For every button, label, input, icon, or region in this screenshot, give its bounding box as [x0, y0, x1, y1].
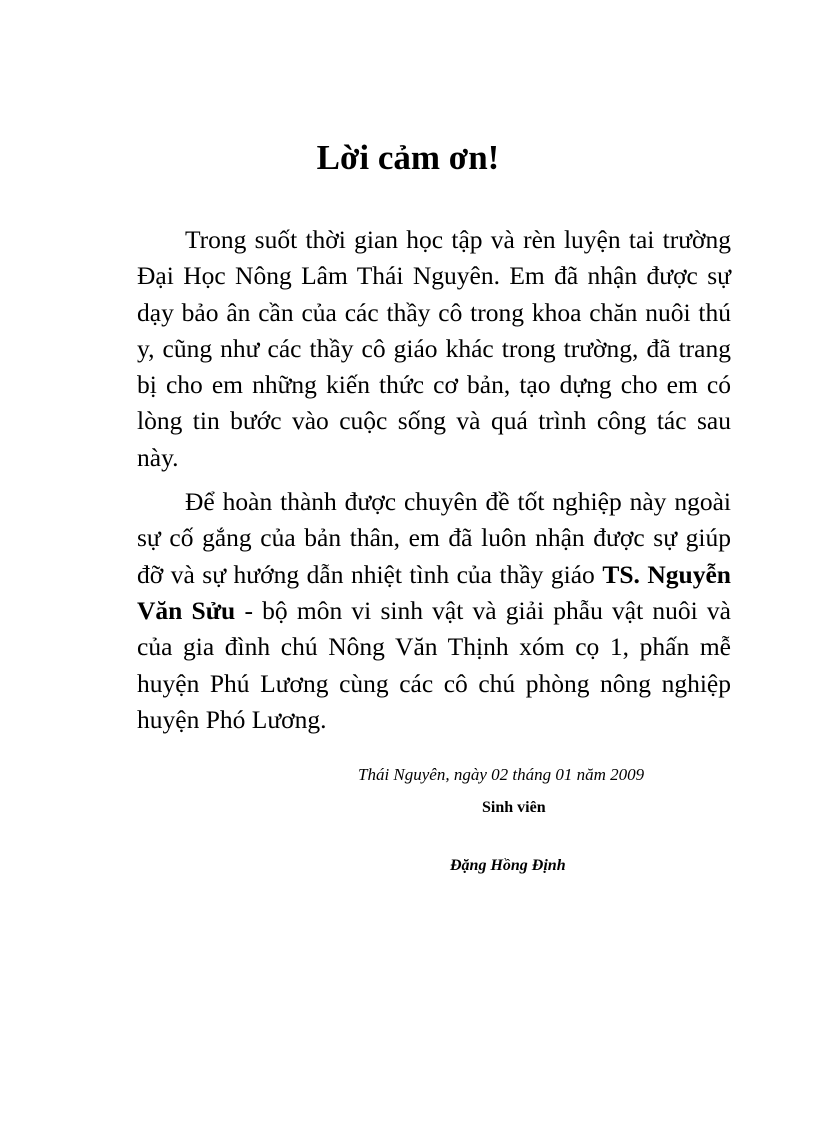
signature-place-date: Thái Nguyên, ngày 02 tháng 01 năm 2009 — [358, 765, 645, 784]
signature-name: Đặng Hồng Định — [450, 857, 566, 874]
paragraph-1: Trong suốt thời gian học tập và rèn luyện tai trường Đại Học Nông Lâm Thái Nguyên. Em đã nhận được sự dạy bảo ân cần của các thầy cô trong khoa chăn nuôi thú y, cũng như các thầy cô giáo khác trong trường, đã trang bị cho em những kiến thức cơ bản, tạo dựng cho em có lòng tin bước vào cuộc sống và quá trình công tác sau này. — [137, 225, 731, 472]
page-title: Lời cảm ơn! — [316, 138, 500, 177]
signature-role: Sinh viên — [482, 799, 546, 816]
paragraph-2 — [137, 484, 731, 738]
paragraph-2-before: Để hoàn thành được chuyên đề tốt nghiệp này ngoài sự cố gắng của bản thân, em đã luôn nhận được sự giúp đỡ và sự hướng dẫn nhiệt tình của thầy giáo — [137, 487, 731, 589]
paragraph-2-after: - bộ môn vi sinh vật và giải phẫu vật nuôi và của gia đình chú Nông Văn Thịnh xóm cọ 1, phấn mễ huyện Phú Lương cùng các cô chú phòng nông nghiệp huyện Phó Lương. — [137, 595, 731, 734]
advisor-name: TS. Nguyễn Văn Sửu — [137, 559, 731, 625]
acknowledgement-body — [137, 222, 731, 746]
